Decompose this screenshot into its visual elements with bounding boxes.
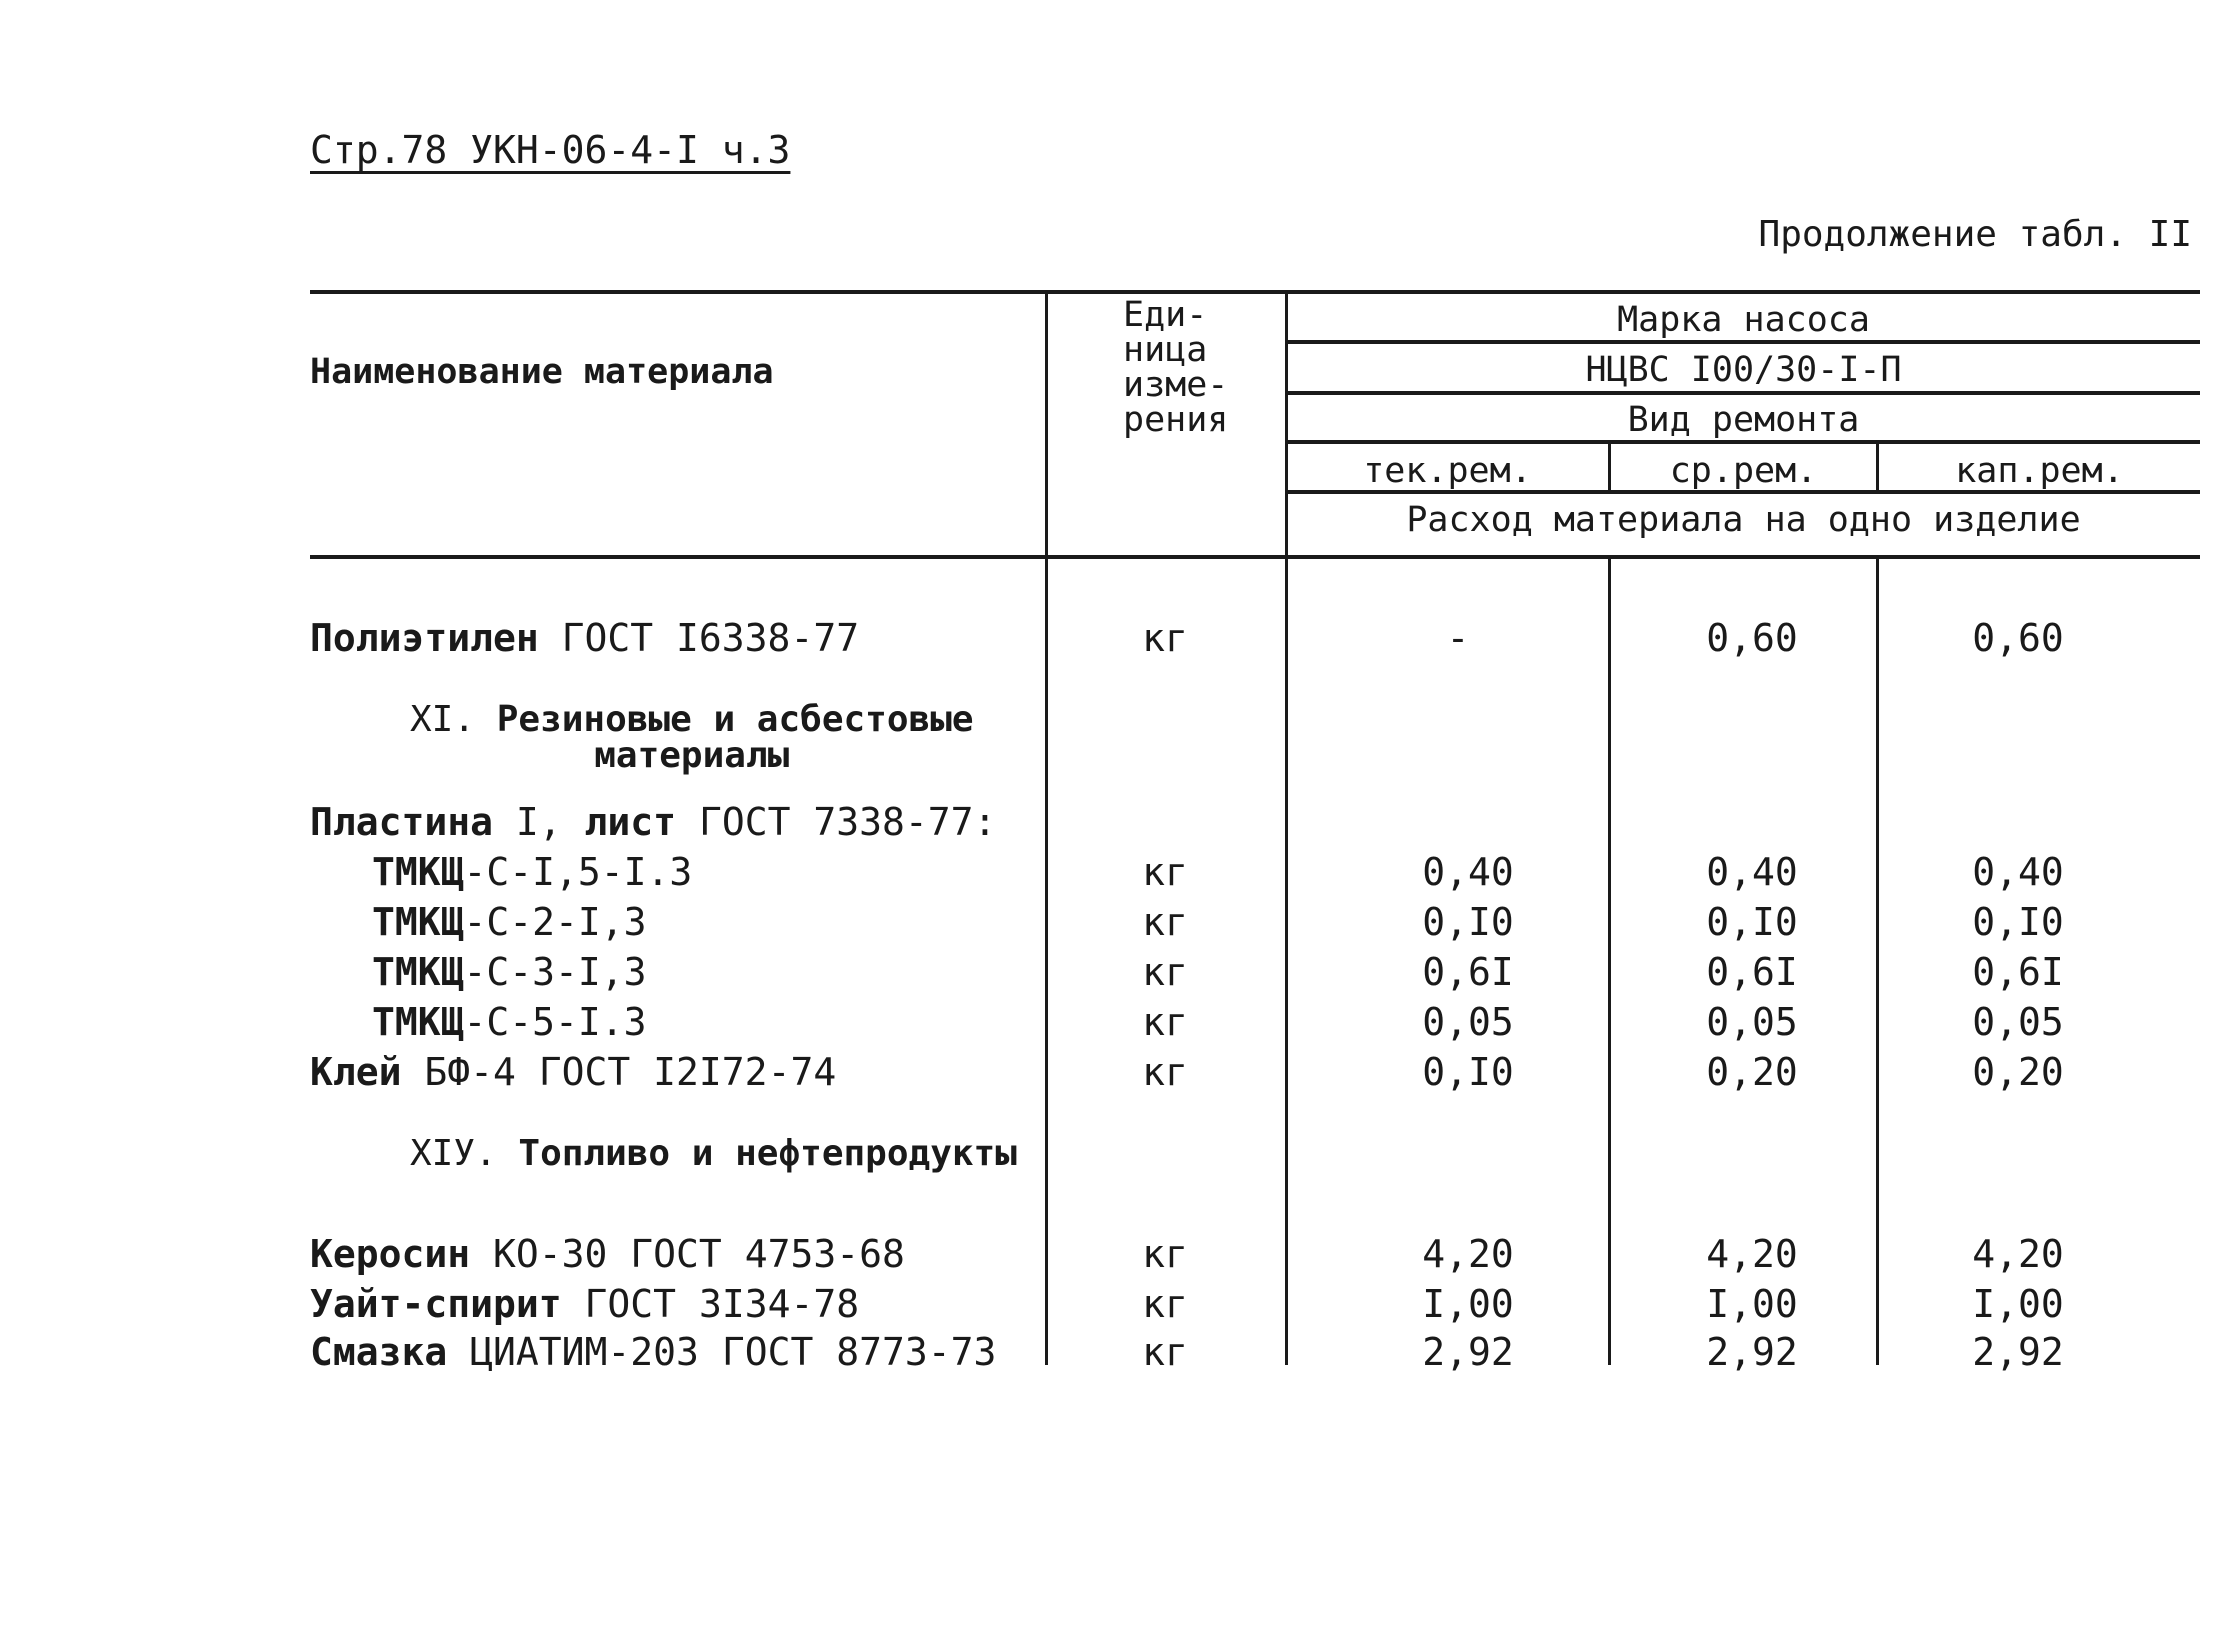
unit-cell: кг [1142, 850, 1188, 894]
material-name-bold: ТМКЩ [372, 900, 464, 944]
value-sr: 0,40 [1706, 850, 1798, 894]
table-row [372, 900, 647, 944]
value-kap: 2,92 [1972, 1330, 2064, 1374]
material-name-bold: лист [584, 800, 677, 844]
value-tek: 0,I0 [1422, 900, 1514, 944]
header-unit-line: Еди- [1123, 295, 1208, 335]
unit-cell: кг [1142, 950, 1188, 994]
material-name-bold: Клей [310, 1050, 402, 1094]
material-name-bold: Смазка [310, 1330, 448, 1374]
header-repair-kap: кап.рем. [1955, 451, 2124, 491]
material-name-bold: ТМКЩ [372, 950, 464, 994]
material-spec: ГОСТ I6338-77 [538, 616, 860, 660]
material-spec: -С-3-I,3 [463, 950, 647, 994]
value-kap: 0,40 [1972, 850, 2064, 894]
unit-cell: кг [1142, 1330, 1188, 1374]
value-tek: 0,40 [1422, 850, 1514, 894]
material-spec: ГОСТ 3I34-78 [561, 1282, 860, 1326]
section-heading-rubber [410, 699, 974, 776]
unit-cell: кг [1142, 1050, 1188, 1094]
value-tek: 0,6I [1422, 950, 1514, 994]
vline-sr-kap-body [1876, 559, 1879, 1365]
unit-cell: кг [1142, 1232, 1188, 1276]
table-row [372, 1000, 647, 1044]
rule-under-repair-type [1287, 440, 2200, 444]
table-row [310, 1050, 836, 1094]
material-name-bold: ТМКЩ [372, 1000, 464, 1044]
value-kap: 0,6I [1972, 950, 2064, 994]
material-name-bold: Пластина [310, 800, 494, 844]
value-kap: 0,20 [1972, 1050, 2064, 1094]
unit-cell: кг [1142, 1282, 1188, 1326]
table-row [310, 616, 859, 660]
value-kap: 0,05 [1972, 1000, 2064, 1044]
material-name-bold: Уайт-спирит [310, 1282, 562, 1326]
value-kap: 0,60 [1972, 616, 2064, 660]
value-kap: I,00 [1972, 1282, 2064, 1326]
section-number: XI. [410, 699, 476, 740]
value-sr: 0,6I [1706, 950, 1798, 994]
unit-cell: кг [1142, 1000, 1188, 1044]
value-tek: 4,20 [1422, 1232, 1514, 1276]
material-spec: ГОСТ 7338-77: [676, 800, 997, 844]
header-unit-line: ница [1123, 330, 1208, 370]
header-repair-sr: ср.рем. [1669, 451, 1818, 491]
value-tek: 0,05 [1422, 1000, 1514, 1044]
table-top-rule [310, 290, 2200, 294]
table-row [372, 950, 647, 994]
header-pump-brand-label: Марка насоса [1617, 300, 1870, 340]
header-repair-type-label: Вид ремонта [1627, 400, 1860, 440]
value-kap: 4,20 [1972, 1232, 2064, 1276]
value-tek: - [1446, 616, 1470, 660]
header-unit-line: изме- [1123, 365, 1229, 405]
section-title-line1: Топливо и нефтепродукты [518, 1133, 1017, 1174]
section-heading-fuel [410, 1133, 1017, 1174]
table-row [310, 1232, 905, 1276]
value-tek: 0,I0 [1422, 1050, 1514, 1094]
header-bottom-rule [310, 555, 2200, 559]
vline-tek-sr-body [1608, 559, 1611, 1365]
header-consumption-label: Расход материала на одно изделие [1406, 500, 2081, 540]
value-sr: 4,20 [1706, 1232, 1798, 1276]
material-name-bold: Керосин [310, 1232, 471, 1276]
header-material-name: Наименование материала [310, 352, 774, 392]
material-spec: КО-30 ГОСТ 4753-68 [470, 1232, 905, 1276]
material-spec: ЦИАТИМ-203 ГОСТ 8773-73 [447, 1330, 997, 1374]
material-spec: -С-2-I,3 [463, 900, 647, 944]
section-title-line1: Резиновые и асбестовые [496, 699, 974, 740]
rule-under-pump-brand-label [1287, 340, 2200, 344]
value-sr: 0,60 [1706, 616, 1798, 660]
table-continuation-label: Продолжение табл. II [1758, 214, 2192, 255]
rule-under-pump-brand [1287, 391, 2200, 395]
table-row [310, 1330, 996, 1374]
header-pump-brand: НЦВС I00/30-I-П [1585, 350, 1902, 390]
value-sr: I,00 [1706, 1282, 1798, 1326]
table-row [310, 800, 996, 844]
value-sr: 0,05 [1706, 1000, 1798, 1044]
value-sr: 2,92 [1706, 1330, 1798, 1374]
material-name-bold: ТМКЩ [372, 850, 464, 894]
value-tek: I,00 [1422, 1282, 1514, 1326]
section-number: XIУ. [410, 1133, 497, 1174]
unit-cell: кг [1142, 616, 1188, 660]
value-tek: 2,92 [1422, 1330, 1514, 1374]
material-spec: БФ-4 ГОСТ I2I72-74 [401, 1050, 837, 1094]
section-title-line2: материалы [594, 735, 790, 776]
header-unit [1123, 295, 1229, 440]
value-kap: 0,I0 [1972, 900, 2064, 944]
material-spec: -С-I,5-I.3 [463, 850, 693, 894]
value-sr: 0,I0 [1706, 900, 1798, 944]
material-spec: -С-5-I.3 [463, 1000, 647, 1044]
table-row [372, 850, 692, 894]
header-repair-tek: тек.рем. [1363, 451, 1532, 491]
table-row [310, 1282, 859, 1326]
unit-cell: кг [1142, 900, 1188, 944]
material-spec: I, [493, 800, 585, 844]
vline-name-unit [1045, 290, 1048, 1365]
value-sr: 0,20 [1706, 1050, 1798, 1094]
header-unit-line: рения [1123, 400, 1229, 440]
material-name-bold: Полиэтилен [310, 616, 539, 660]
page-header: Стр.78 УКН-06-4-I ч.3 [310, 128, 791, 172]
